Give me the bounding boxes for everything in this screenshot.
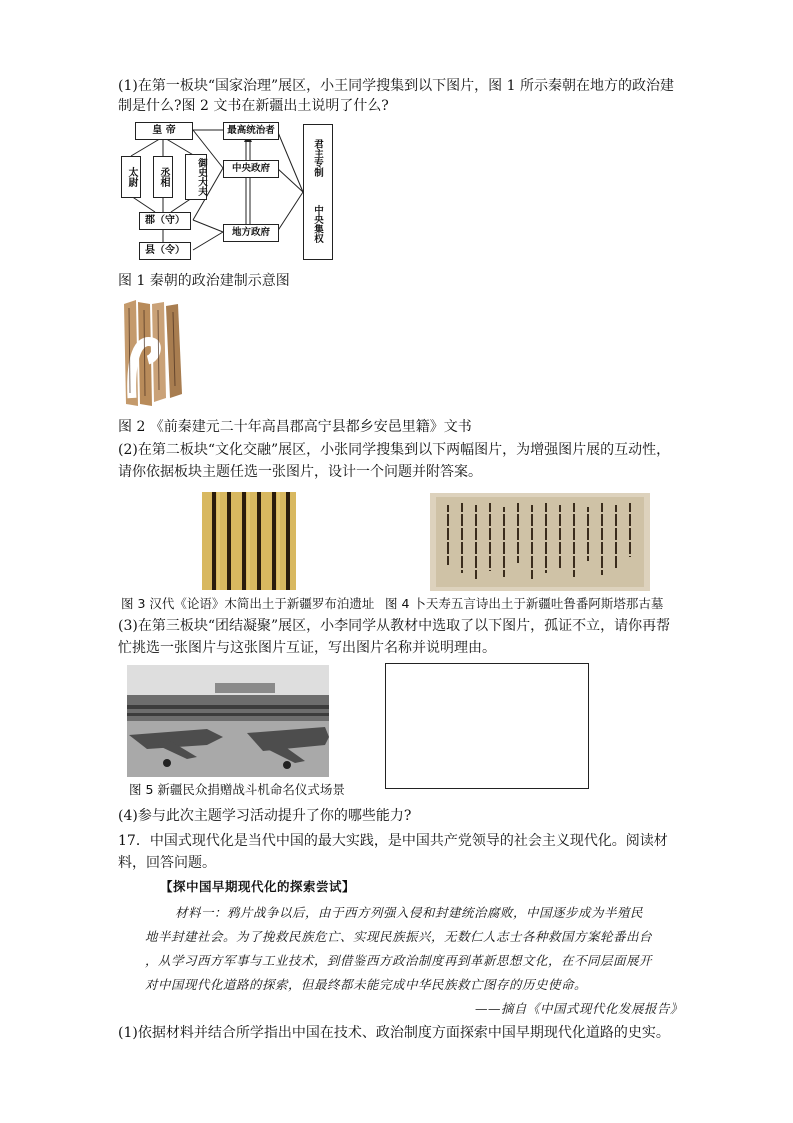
diagram-jun: 郡（守） [139, 212, 191, 230]
q16-part1-line1: (1)在第一板块“国家治理”展区，小王同学搜集到以下图片，图 1 所示秦朝在地方的政治建 [118, 78, 674, 94]
q16-part3-line1: (3)在第三板块“团结凝聚”展区，小李同学从教材中选取了以下图片，孤证不立，请你再帮 [118, 618, 671, 634]
material-line-3: ，从学习西方军事与工业技术，到借鉴西方政治制度再到革新思想文化，在不同层面展开 [145, 953, 653, 968]
material-line-2: 地半封建社会。为了挽救民族危亡、实现民族振兴，无数仁人志士各种救国方案轮番出台 [145, 929, 653, 944]
material-line-1: 材料一：鸦片战争以后，由于西方列强入侵和封建统治腐败，中国逐步成为半殖民 [175, 905, 644, 920]
diagram-centralization: 中央集权 [312, 205, 323, 243]
diagram-taiwei: 太尉 [121, 156, 141, 198]
diagram-local-gov: 地方政府 [223, 224, 279, 242]
q17-intro-line2: 料，回答问题。 [118, 855, 216, 871]
material-line-4: 对中国现代化道路的探索，但最终都未能完成中华民族救亡图存的历史使命。 [145, 977, 588, 992]
q16-part2-line1: (2)在第二板块“文化交融”展区，小张同学搜集到以下两幅图片，为增强图片展的互动性， [118, 442, 671, 458]
q16-part2-line2: 请你依据板块主题任选一张图片，设计一个问题并附答案。 [118, 464, 482, 480]
q17-question-1: (1)依据材料并结合所学指出中国在技术、政治制度方面探索中国早期现代化道路的史实。 [118, 1025, 670, 1041]
fig5-aircraft-image [127, 665, 329, 777]
fig3-bamboo-image [202, 492, 296, 590]
diagram-chengxiang: 丞相 [153, 156, 173, 198]
fig1-caption: 图 1 秦朝的政治建制示意图 [118, 273, 290, 289]
fig2-document-photo [120, 298, 188, 408]
q17-section-title: 【探中国早期现代化的探索尝试】 [160, 879, 356, 894]
q16-part3-line2: 忙挑选一张图片与这张图片互证，写出图片名称并说明理由。 [118, 640, 496, 656]
empty-picture-frame[interactable] [385, 663, 589, 789]
material-source: ——摘自《中国式现代化发展报告》 [475, 1001, 684, 1016]
diagram-supreme-ruler: 最高统治者 [223, 122, 279, 140]
q16-part1-line2: 制是什么?图 2 文书在新疆出土说明了什么? [118, 98, 389, 114]
fig4-caption: 图 4 卜天寿五言诗出土于新疆吐鲁番阿斯塔那古墓 [385, 596, 664, 611]
fig3-caption: 图 3 汉代《论语》木简出土于新疆罗布泊遗址 [121, 596, 375, 611]
diagram-yushi: 御史大夫 [185, 154, 207, 200]
q17-intro-line1: 17．中国式现代化是当代中国的最大实践，是中国共产党领导的社会主义现代化。阅读材 [118, 833, 668, 849]
fig2-caption: 图 2 《前秦建元二十年高昌郡高宁县都乡安邑里籍》文书 [118, 419, 472, 435]
diagram-bracket-box [303, 124, 333, 260]
diagram-autocracy: 君主专制 [312, 139, 323, 177]
fig5-caption: 图 5 新疆民众捐赠战斗机命名仪式场景 [129, 782, 345, 797]
q16-part4: (4)参与此次主题学习活动提升了你的哪些能力? [118, 808, 412, 824]
fig2-document-image [120, 298, 188, 408]
diagram-xian: 县（令） [139, 242, 191, 260]
diagram-central-gov: 中央政府 [223, 160, 279, 178]
fig4-manuscript-photo [430, 493, 650, 591]
fig5-aircraft-photo [127, 665, 329, 777]
fig4-manuscript-image [430, 493, 650, 591]
qin-political-system-diagram [115, 120, 335, 265]
fig3-bamboo-slips-photo [202, 492, 296, 590]
diagram-emperor: 皇 帝 [135, 122, 193, 140]
